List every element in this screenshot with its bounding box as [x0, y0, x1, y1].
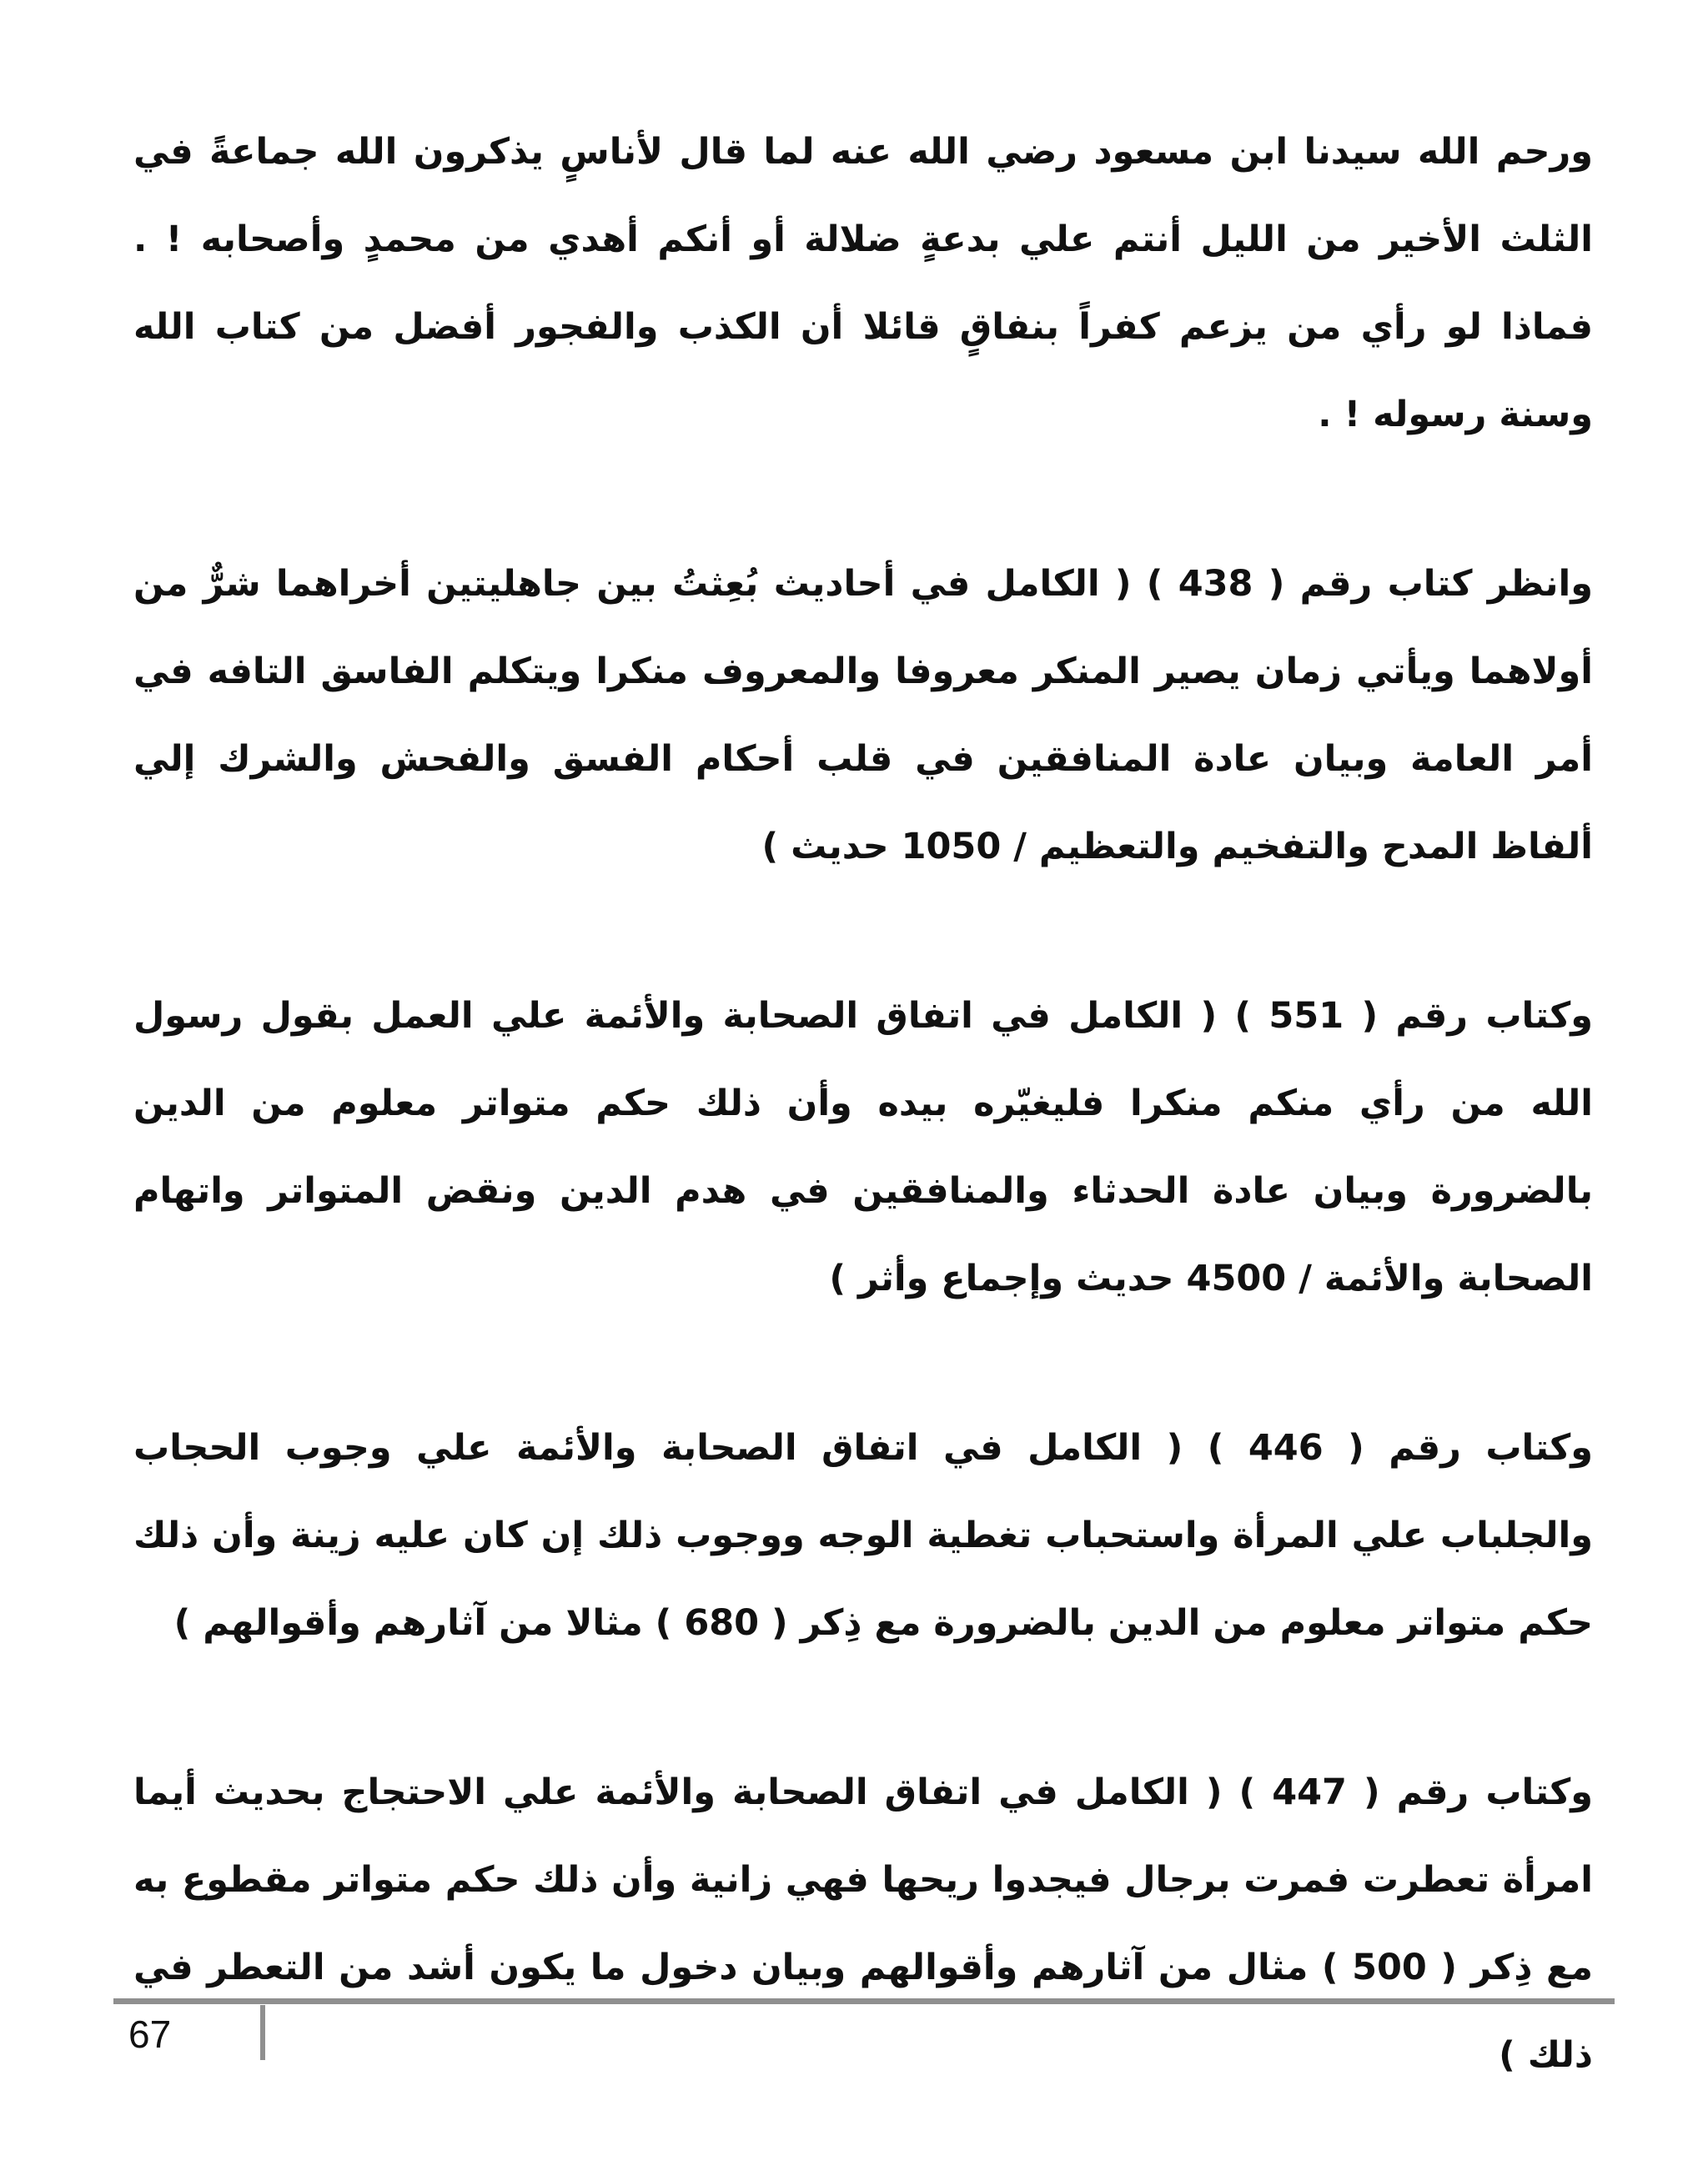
footer-divider	[260, 2005, 265, 2060]
paragraph-book-446: وكتاب رقم ( 446 ) ( الكامل في اتفاق الصحابة والأئمة علي وجوب الحجاب والجلباب علي المرأة واستحباب تغطية الوجه ووجوب ذلك إن كان عليه زينة وأن ذلك حكم متواتر معلوم من الدين بالضرورة مع ذِكر ( 680 ) مثالا من آثارهم وأقوالهم )	[133, 1427, 1593, 1644]
page-body	[133, 108, 1593, 2181]
footer-rule	[113, 1998, 1615, 2004]
paragraph-ibn-masud: ورحم الله سيدنا ابن مسعود رضي الله عنه لما قال لأناسٍ يذكرون الله جماعةً في الثلث الأخير من الليل أنتم علي بدعةٍ ضلالة أو أنكم أهدي من محمدٍ وأصحابه ! . فماذا لو رأي من يزعم كفراً بنفاقٍ قائلا أن الكذب والفجور أفضل من كتاب الله وسنة رسوله ! .	[133, 131, 1593, 435]
paragraph-book-438: وانظر كتاب رقم ( 438 ) ( الكامل في أحاديث بُعِثتُ بين جاهليتين أخراهما شرٌّ من أولاهما ويأتي زمان يصير المنكر معروفا والمعروف منكرا ويتكلم الفاسق التافه في أمر العامة وبيان عادة المنافقين في قلب أحكام الفسق والفحش والشرك إلي ألفاظ المدح والتفخيم والتعظيم / 1050 حديث )	[133, 563, 1594, 867]
paragraph-book-447: وكتاب رقم ( 447 ) ( الكامل في اتفاق الصحابة والأئمة علي الاحتجاج بحديث أيما امرأة تعطرت فمرت برجال فيجدوا ريحها فهي زانية وأن ذلك حكم متواتر مقطوع به مع ذِكر ( 500 ) مثال من آثارهم وأقوالهم وبيان دخول ما يكون أشد من التعطر في ذلك )	[133, 1771, 1593, 2076]
paragraph-book-551: وكتاب رقم ( 551 ) ( الكامل في اتفاق الصحابة والأئمة علي العمل بقول رسول الله من رأي منكم منكرا فليغيّره بيده وأن ذلك حكم متواتر معلوم من الدين بالضرورة وبيان عادة الحدثاء والمنافقين في هدم الدين ونقض المتواتر واتهام الصحابة والأئمة / 4500 حديث وإجماع وأثر )	[133, 995, 1593, 1299]
page-number: 67	[128, 2013, 172, 2056]
